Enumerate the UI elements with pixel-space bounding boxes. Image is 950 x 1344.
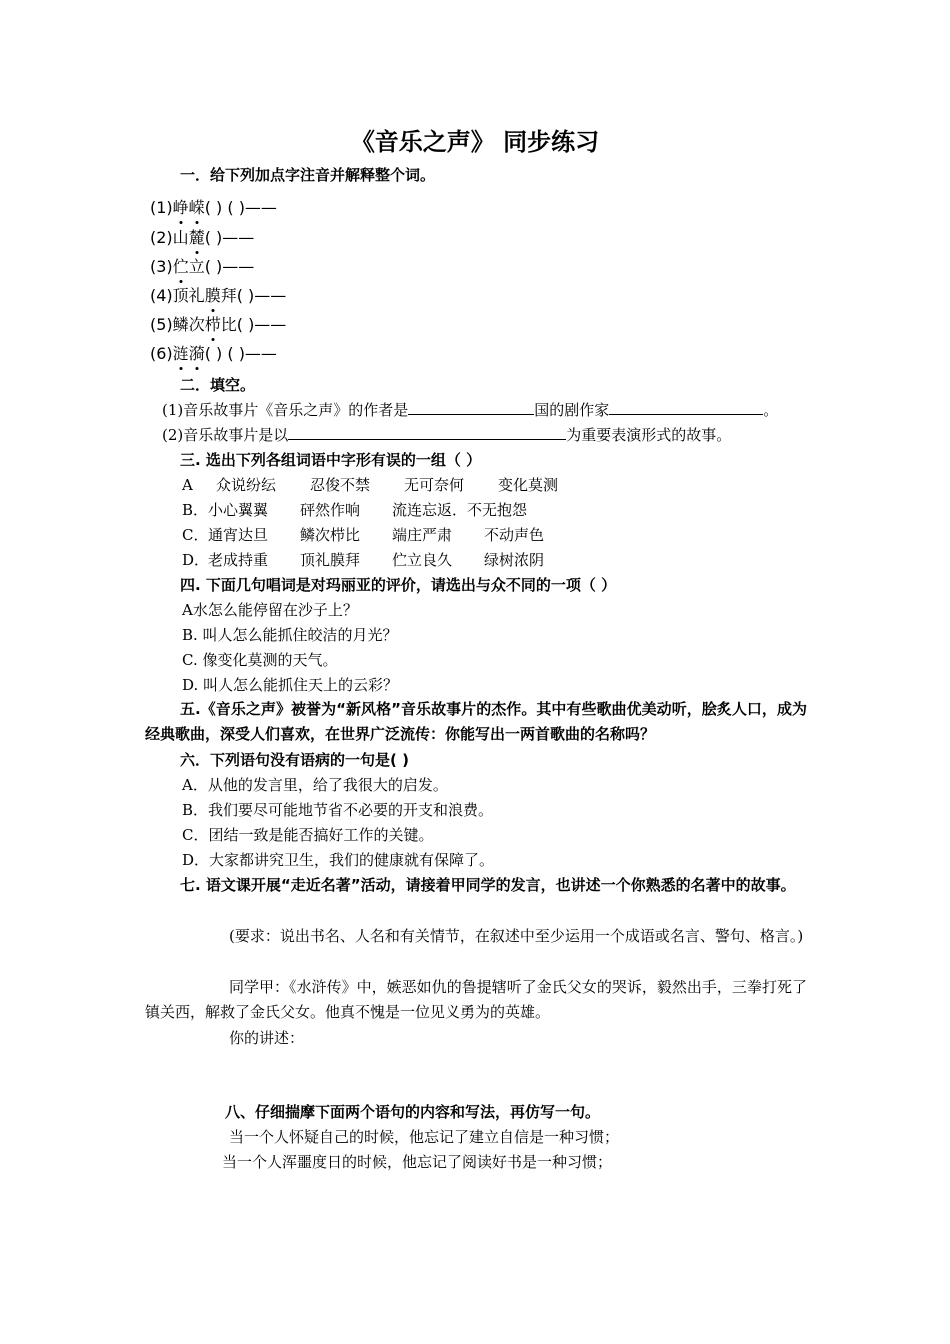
q6-option-b: B．我们要尽可能地节省不必要的开支和浪费。 [182, 801, 494, 819]
q8-line-1: 当一个人怀疑自己的时候，他忘记了建立自信是一种习惯； [229, 1128, 620, 1146]
q6-option-a: A．从他的发言里，给了我很大的启发。 [182, 776, 448, 794]
q3-option-a: A 众说纷纭 忍俊不禁 无可奈何 变化莫测 [182, 476, 559, 494]
q5-text: 五.《音乐之声》被誉为“新风格”音乐故事片的杰作。其中有些歌曲优美动听，脍炙人口，成为经典歌曲，深受人们喜欢，在世界广泛流传：你能写出一两首歌曲的名称吗？ [145, 700, 807, 743]
q1-item-6: (6)涟漪( ) ( )—— [150, 341, 277, 364]
q4-option-c: C. 像变化莫测的天气。 [182, 651, 338, 669]
q4-option-a: A水怎么能停留在沙子上？ [182, 601, 358, 619]
q1-item-1: (1)峥嵘( ) ( )—— [150, 195, 277, 218]
q1-item-2: (2)山麓( )—— [150, 225, 254, 248]
q2-heading: 二．填空。 [180, 376, 256, 394]
q6-heading: 六．下列语句没有语病的一句是( ) [180, 751, 409, 769]
q6-option-d: D．大家都讲究卫生，我们的健康就有保障了。 [182, 851, 495, 869]
q1-heading: 一．给下列加点字注音并解释整个词。 [180, 166, 436, 184]
q4-heading: 四. 下面几句唱词是对玛丽亚的评价，请选出与众不同的一项（ ） [180, 576, 617, 594]
blank-form [288, 425, 566, 440]
q1-item-4: (4)顶礼膜拜( )—— [150, 283, 286, 306]
q7-heading: 七. 语文课开展“走近名著”活动，请接着甲同学的发言，也讲述一个你熟悉的名著中的故事。 [180, 876, 796, 894]
q8-line-2: 当一个人浑噩度日的时候，他忘记了阅读好书是一种习惯； [222, 1153, 613, 1171]
blank-nationality [609, 400, 763, 415]
q4-option-d: D. 叫人怎么能抓住天上的云彩？ [182, 676, 399, 694]
q3-option-c: C．通宵达旦 鳞次栉比 端庄严肃 不动声色 [182, 526, 545, 544]
q1-item-5: (5)鳞次栉比( )—— [150, 312, 286, 335]
page-title: 《音乐之声》 同步练习 [350, 128, 600, 156]
q3-heading: 三. 选出下列各组词语中字形有误的一组（ ） [180, 451, 482, 469]
q7-your-turn: 你的讲述： [229, 1029, 305, 1047]
q4-option-b: B. 叫人怎么能抓住皎洁的月光？ [182, 626, 398, 644]
q7-example: 同学甲：《水浒传》中，嫉恶如仇的鲁提辖听了金氏父女的哭诉，毅然出手，三拳打死了镇关西，解救了金氏父女。他真不愧是一位见义勇为的英雄。 [145, 978, 807, 1021]
q2-line-1: (1)音乐故事片《音乐之声》的作者是 国的剧作家 。 [162, 401, 779, 419]
q2-line-2: (2)音乐故事片是以 为重要表演形式的故事。 [162, 426, 732, 444]
q6-option-c: C．团结一致是能否搞好工作的关键。 [182, 826, 434, 844]
q1-item-3: (3)伫立( )—— [150, 254, 254, 277]
q7-requirement: (要求：说出书名、人名和有关情节，在叙述中至少运用一个成语或名言、警句、格言。) [229, 927, 804, 945]
q3-option-d: D．老成持重 顶礼膜拜 伫立良久 绿树浓阴 [182, 551, 545, 569]
blank-author [408, 400, 534, 415]
q3-option-b: B．小心翼翼 砰然作响 流连忘返．不无抱怨 [182, 501, 528, 519]
q8-heading: 八、仔细揣摩下面两个语句的内容和写法，再仿写一句。 [225, 1103, 601, 1121]
